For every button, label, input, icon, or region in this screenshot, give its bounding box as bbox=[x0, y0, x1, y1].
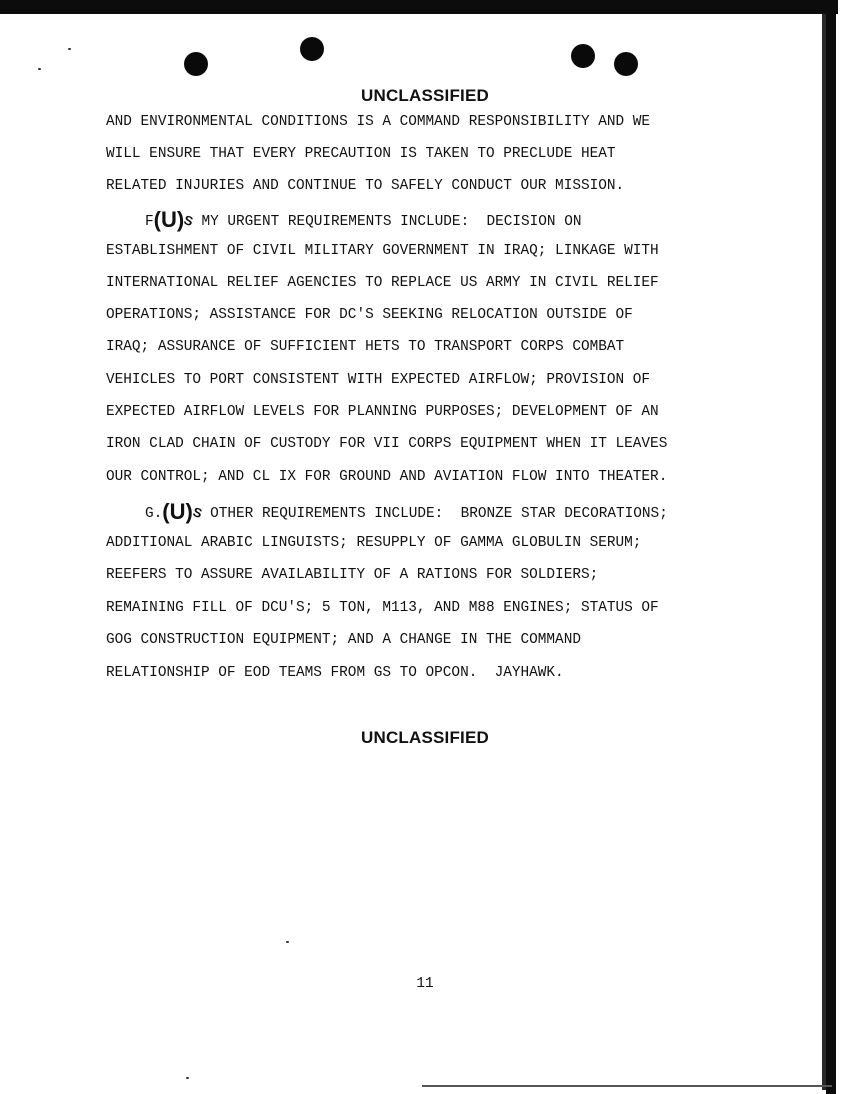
punch-hole bbox=[614, 52, 638, 76]
page-number: 11 bbox=[416, 976, 434, 992]
paragraph-letter: F bbox=[145, 214, 154, 230]
body-line: INTERNATIONAL RELIEF AGENCIES TO REPLACE US ARMY IN CIVIL RELIEF bbox=[106, 275, 659, 291]
footer-classification: UNCLASSIFIED bbox=[360, 728, 490, 747]
body-line: OPERATIONS; ASSISTANCE FOR DC'S SEEKING RELOCATION OUTSIDE OF bbox=[106, 307, 633, 323]
punch-hole bbox=[184, 52, 208, 76]
body-line: EXPECTED AIRFLOW LEVELS FOR PLANNING PURPOSES; DEVELOPMENT OF AN bbox=[106, 404, 659, 420]
body-line: IRON CLAD CHAIN OF CUSTODY FOR VII CORPS EQUIPMENT WHEN IT LEAVES bbox=[106, 436, 668, 452]
body-line: ADDITIONAL ARABIC LINGUISTS; RESUPPLY OF GAMMA GLOBULIN SERUM; bbox=[106, 535, 642, 551]
paragraph-first-line: MY URGENT REQUIREMENTS INCLUDE: DECISION ON bbox=[192, 214, 582, 230]
body-line: VEHICLES TO PORT CONSISTENT WITH EXPECTED AIRFLOW; PROVISION OF bbox=[106, 372, 651, 388]
body-line: REEFERS TO ASSURE AVAILABILITY OF A RATIONS FOR SOLDIERS; bbox=[106, 567, 599, 583]
scan-border-bottom bbox=[422, 1085, 832, 1087]
body-line: REMAINING FILL OF DCU'S; 5 TON, M113, AND M88 ENGINES; STATUS OF bbox=[106, 600, 659, 616]
scan-border-right bbox=[826, 8, 836, 1094]
scan-speck bbox=[68, 48, 71, 50]
scan-border-right-shadow bbox=[822, 14, 826, 1090]
scan-speck bbox=[286, 941, 289, 943]
scan-speck bbox=[186, 1077, 189, 1079]
paragraph-first-line: OTHER REQUIREMENTS INCLUDE: BRONZE STAR DECORATIONS; bbox=[201, 506, 668, 522]
body-line: IRAQ; ASSURANCE OF SUFFICIENT HETS TO TRANSPORT CORPS COMBAT bbox=[106, 339, 625, 355]
scan-speck bbox=[38, 68, 41, 70]
body-line: RELATIONSHIP OF EOD TEAMS FROM GS TO OPCON. JAYHAWK. bbox=[106, 665, 564, 681]
body-line: AND ENVIRONMENTAL CONDITIONS IS A COMMAND RESPONSIBILITY AND WE bbox=[106, 114, 651, 130]
header-classification: UNCLASSIFIED bbox=[360, 86, 490, 105]
body-line: OUR CONTROL; AND CL IX FOR GROUND AND AVIATION FLOW INTO THEATER. bbox=[106, 469, 668, 485]
body-line: RELATED INJURIES AND CONTINUE TO SAFELY CONDUCT OUR MISSION. bbox=[106, 178, 625, 194]
classification-marking: (U) bbox=[153, 207, 185, 232]
body-line: GOG CONSTRUCTION EQUIPMENT; AND A CHANGE IN THE COMMAND bbox=[106, 632, 581, 648]
struck-marking: S bbox=[182, 212, 196, 229]
punch-hole bbox=[571, 44, 595, 68]
scan-border-top bbox=[0, 0, 838, 14]
punch-hole bbox=[300, 37, 324, 61]
paragraph-g-heading bbox=[145, 499, 668, 524]
paragraph-f-heading bbox=[145, 207, 582, 232]
body-line: ESTABLISHMENT OF CIVIL MILITARY GOVERNMENT IN IRAQ; LINKAGE WITH bbox=[106, 243, 659, 259]
paragraph-letter: G. bbox=[145, 506, 163, 522]
body-line: WILL ENSURE THAT EVERY PRECAUTION IS TAKEN TO PRECLUDE HEAT bbox=[106, 146, 616, 162]
struck-marking: S bbox=[190, 504, 204, 521]
classification-marking: (U) bbox=[162, 499, 193, 524]
